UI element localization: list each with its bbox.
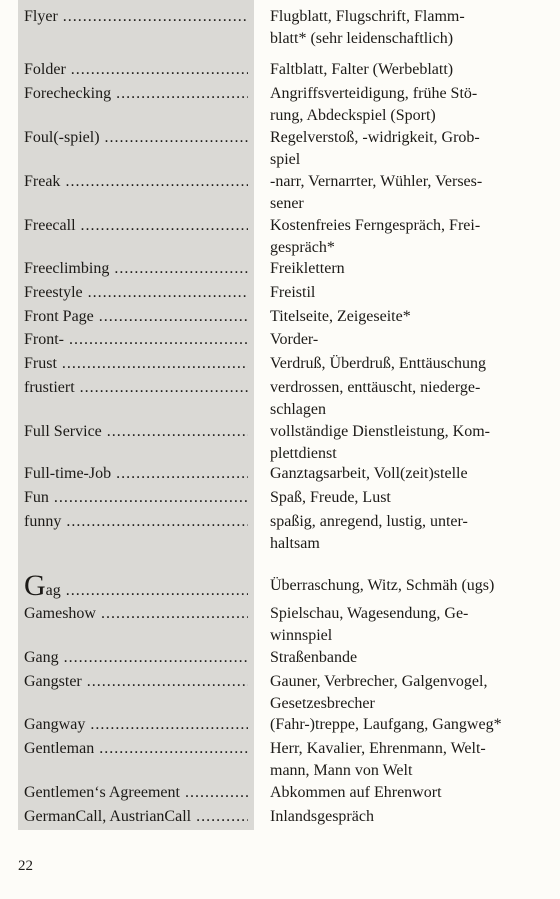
entry-definition — [270, 463, 536, 485]
entry-term: Gangway ..... — [24, 714, 248, 736]
entry-definition — [270, 575, 536, 597]
definition-line: spiel — [270, 151, 301, 168]
definition-line: vollständige Dienstleistung, Kom- — [270, 423, 490, 440]
entry-definition — [270, 714, 536, 736]
entry-definition — [270, 603, 536, 647]
definition-line: Abkommen auf Ehrenwort — [270, 784, 442, 801]
definition-line: -narr, Vernarrter, Wühler, Verses- — [270, 173, 483, 190]
definition-line: Angriffsverteidigung, frühe Stö- — [270, 85, 478, 102]
definition-line: Gesetzesbrecher — [270, 695, 375, 712]
entry-definition — [270, 83, 536, 127]
definition-line: Straßenbande — [270, 649, 358, 666]
definition-line: blatt* (sehr leidenschaftlich) — [270, 30, 454, 47]
entry-term: Fun ..... — [24, 487, 248, 509]
entry-definition — [270, 215, 536, 259]
definition-line: gespräch* — [270, 239, 335, 256]
entry-definition — [270, 127, 536, 171]
entry-definition — [270, 647, 536, 669]
definition-line: Vorder- — [270, 331, 319, 348]
definition-line: Flugblatt, Flugschrift, Flamm- — [270, 8, 465, 25]
definition-line: Spielschau, Wagesendung, Ge- — [270, 605, 469, 622]
entry-term: Freeclimbing ..... — [24, 258, 248, 280]
entry-term: funny ..... — [24, 511, 248, 533]
entry-term: GermanCall, AustrianCall ..... — [24, 806, 248, 828]
entry-definition — [270, 806, 536, 828]
entry-definition — [270, 59, 536, 81]
definition-line: winnspiel — [270, 627, 333, 644]
definition-line: Verdruß, Überdruß, Enttäuschung — [270, 355, 486, 372]
entry-term: Gentlemen‘s Agreement ..... — [24, 782, 248, 804]
definition-line: Regelverstoß, -widrigkeit, Grob- — [270, 129, 480, 146]
entry-term: Full Service ..... — [24, 421, 248, 443]
definition-line: Kostenfreies Ferngespräch, Frei- — [270, 217, 481, 234]
entry-definition — [270, 6, 536, 50]
entry-definition — [270, 421, 536, 465]
definition-line: schlagen — [270, 401, 326, 418]
entry-definition — [270, 782, 536, 804]
entry-term: Frust ..... — [24, 353, 248, 375]
entry-term: Foul(-spiel) ..... — [24, 127, 248, 149]
entry-term: Full-time-Job ..... — [24, 463, 248, 485]
entry-definition — [270, 671, 536, 715]
entry-term: Forechecking ..... — [24, 83, 248, 105]
definition-line: Herr, Kavalier, Ehrenmann, Welt- — [270, 740, 486, 757]
definition-line: Faltblatt, Falter (Werbeblatt) — [270, 61, 454, 78]
definition-line: plettdienst — [270, 445, 337, 462]
entry-term: Freak ..... — [24, 171, 248, 193]
entry-definition — [270, 171, 536, 215]
entry-term: Freestyle ..... — [24, 282, 248, 304]
entry-definition — [270, 377, 536, 421]
definition-line: verdrossen, enttäuscht, niederge- — [270, 379, 481, 396]
entry-definition — [270, 329, 536, 351]
entry-term — [24, 575, 248, 602]
definition-line: sener — [270, 195, 304, 212]
definition-line: Inlandsgespräch — [270, 808, 374, 825]
entry-definition — [270, 487, 536, 509]
entry-term: Folder ..... — [24, 59, 248, 81]
definition-line: Titelseite, Zeigeseite* — [270, 308, 411, 325]
entry-term: Gang ..... — [24, 647, 248, 669]
entry-definition — [270, 511, 536, 555]
definition-line: mann, Mann von Welt — [270, 762, 413, 779]
page-number: 22 — [18, 858, 33, 874]
entry-definition — [270, 282, 536, 304]
definition-line: Ganztagsarbeit, Voll(zeit)stelle — [270, 465, 468, 482]
definition-line: spaßig, anregend, lustig, unter- — [270, 513, 468, 530]
section-initial-letter: G — [24, 575, 46, 602]
definition-line: Freistil — [270, 284, 316, 301]
entry-term: Freecall ..... — [24, 215, 248, 237]
entry-definition — [270, 258, 536, 280]
entry-term: Front- ..... — [24, 329, 248, 351]
definition-line: Spaß, Freude, Lust — [270, 489, 391, 506]
definition-line: Gauner, Verbrecher, Galgenvogel, — [270, 673, 488, 690]
entry-definition — [270, 353, 536, 375]
entry-term: Gangster ..... — [24, 671, 248, 693]
entry-term: Gentleman ..... — [24, 738, 248, 760]
definition-line: (Fahr-)treppe, Laufgang, Gangweg* — [270, 716, 502, 733]
term-rest: ag — [45, 582, 61, 599]
definition-line: haltsam — [270, 535, 320, 552]
entry-term: Front Page ..... — [24, 306, 248, 328]
entry-definition — [270, 306, 536, 328]
definition-line: rung, Abdeckspiel (Sport) — [270, 107, 436, 124]
entry-term: frustiert ..... — [24, 377, 248, 399]
entry-term: Flyer ..... — [24, 6, 248, 28]
entry-term: Gameshow ..... — [24, 603, 248, 625]
definition-line: Überraschung, Witz, Schmäh (ugs) — [270, 577, 495, 594]
entry-definition — [270, 738, 536, 782]
definition-line: Freiklettern — [270, 260, 345, 277]
